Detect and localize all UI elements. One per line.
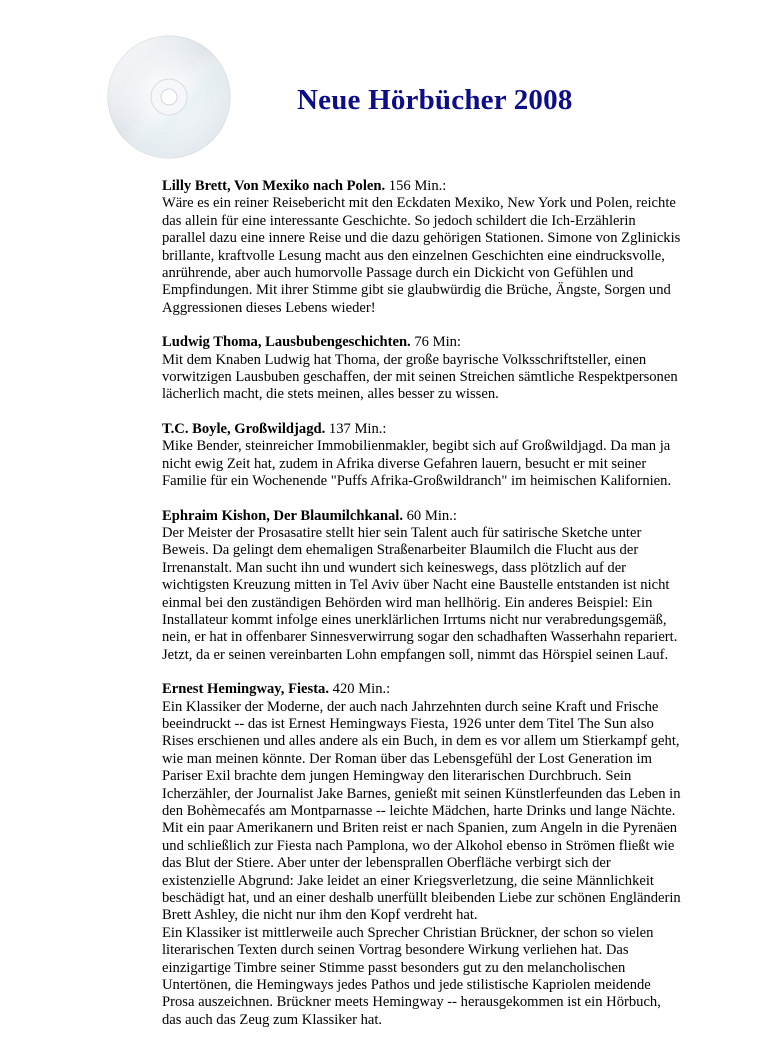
entry-description: Mike Bender, steinreicher Immobilienmakler, begibt sich auf Großwildjagd. Da man ja nicht ewig Zeit hat, zudem in Afrika diverse Gefahren lauern, besucht er mit seiner Familie für ein Wochenende "Puffs Afrika-Großwildranch" im heimischen Kalifornien.	[162, 438, 672, 490]
audiobook-entry-boyle	[162, 421, 682, 491]
entry-duration: 76 Min:	[410, 334, 461, 351]
entry-heading: Lilly Brett, Von Mexiko nach Polen.	[162, 178, 386, 194]
cd-icon	[106, 34, 232, 160]
page-title: Neue Hörbücher 2008	[297, 84, 573, 116]
audiobook-entry-thoma	[162, 334, 682, 404]
entry-duration: 60 Min.:	[402, 507, 457, 524]
audiobook-entry-kishon	[162, 508, 682, 665]
entry-duration: 420 Min.:	[329, 681, 391, 698]
audiobook-entry-hemingway	[162, 681, 682, 1029]
entry-description: Der Meister der Prosasatire stellt hier sein Talent auch für satirische Sketche unter Beweis. Da gelingt dem ehemaligen Straßenarbeiter Blaumilch die Flucht aus der Irrenanstalt. Man sucht ihn und wundert sich keineswegs, dass plötzlich auf der wichtigsten Kreuzung mitten in Tel Aviv über Nacht eine Baustelle entstanden ist nicht einmal bei den zuständigen Behörden wird man hellhörig. Ein anderes Beispiel: Ein Installateur kommt infolge eines unerklärlichen Irrtums nicht nur verabredungsgemäß, nein, er hat in offenbarer Sinnesverwirrung sogar den schadhaften Wasserhahn repariert. Jetzt, da er seinen vereinbarten Lohn empfangen soll, nimmt das Hörspiel seinen Lauf.	[162, 524, 678, 663]
entry-description: Wäre es ein reiner Reisebericht mit den Eckdaten Mexiko, New York und Polen, reichte das allein für eine interessante Geschichte. So jedoch schildert die Ich-Erzählerin parallel dazu eine innere Reise und die dazu gehörigen Stationen. Simone von Zglinickis brillante, kraftvolle Lesung macht aus den einzelnen Geschichten eine eindrucksvolle, anrührende, aber auch humorvolle Passage durch ein Dickicht von Gefühlen und Empfindungen. Mit ihrer Stimme gibt sie glaubwürdig die Brüche, Ängste, Sorgen und Aggressionen dieses Lebens wieder!	[162, 195, 681, 316]
entry-duration: 137 Min.:	[325, 420, 387, 437]
entry-heading: Ludwig Thoma, Lausbubengeschichten.	[162, 334, 411, 351]
entry-heading: Ernest Hemingway, Fiesta.	[162, 681, 330, 698]
entry-heading: Ephraim Kishon, Der Blaumilchkanal.	[162, 507, 403, 524]
entry-description: Ein Klassiker der Moderne, der auch nach Jahrzehnten durch seine Kraft und Frische beeindruckt -- das ist Ernest Hemingways Fiesta, 1926 unter dem Titel The Sun also Rises erschienen und alles andere als ein Buch, in dem es vor allem um Stierkampf geht, wie man meinen könnte. Der Roman über das Lebensgefühl der Lost Generation im Pariser Exil brachte dem jungen Hemingway den literarischen Durchbruch. Sein Icherzähler, der Journalist Jake Barnes, genießt mit seinen Künstlerfeunden das Leben in den Bohèmecafés am Montparnasse -- leichte Mädchen, harte Drinks und lange Nächte. Mit ein paar Amerikanern und Briten reist er nach Spanien, zum Angeln in die Pyrenäen und schließlich zur Fiesta nach Pamplona, wo der Alkohol ebenso in Strömen fließt wie das Blut der Stiere. Aber unter der lebensprallen Oberfläche verbirgt sich der existenzielle Abgrund: Jake leidet an einer Kriegsverletzung, die seine Männlichkeit beschädigt hat, und an einer deshalb unerfüllt bleibenden Liebe zur schönen Engländerin Brett Ashley, die nicht nur ihm den Kopf verdreht hat.	[162, 698, 681, 924]
entry-description: Ein Klassiker ist mittlerweile auch Sprecher Christian Brückner, der schon so vielen literarischen Texten durch seinen Vortrag besondere Wirkung verliehen hat. Das einzigartige Timbre seiner Stimme passt besonders gut zu den melancholischen Untertönen, die Hemingways jedes Pathos und jede stilistische Kapriolen meidende Prosa auszeichnen. Brückner meets Hemingway -- herausgekommen ist ein Hörbuch, das auch das Zeug zum Klassiker hat.	[162, 924, 661, 1028]
entry-duration: 156 Min.:	[385, 178, 447, 194]
audiobook-list	[162, 178, 682, 1046]
entry-heading: T.C. Boyle, Großwildjagd.	[162, 420, 326, 437]
entry-description: Mit dem Knaben Ludwig hat Thoma, der große bayrische Volksschriftsteller, einen vorwitzigen Lausbuben geschaffen, der mit seinen Streichen sämtliche Respektpersonen lächerlich macht, die stets meinen, alles besser zu wissen.	[162, 351, 678, 403]
audiobook-entry-brett	[162, 178, 682, 317]
